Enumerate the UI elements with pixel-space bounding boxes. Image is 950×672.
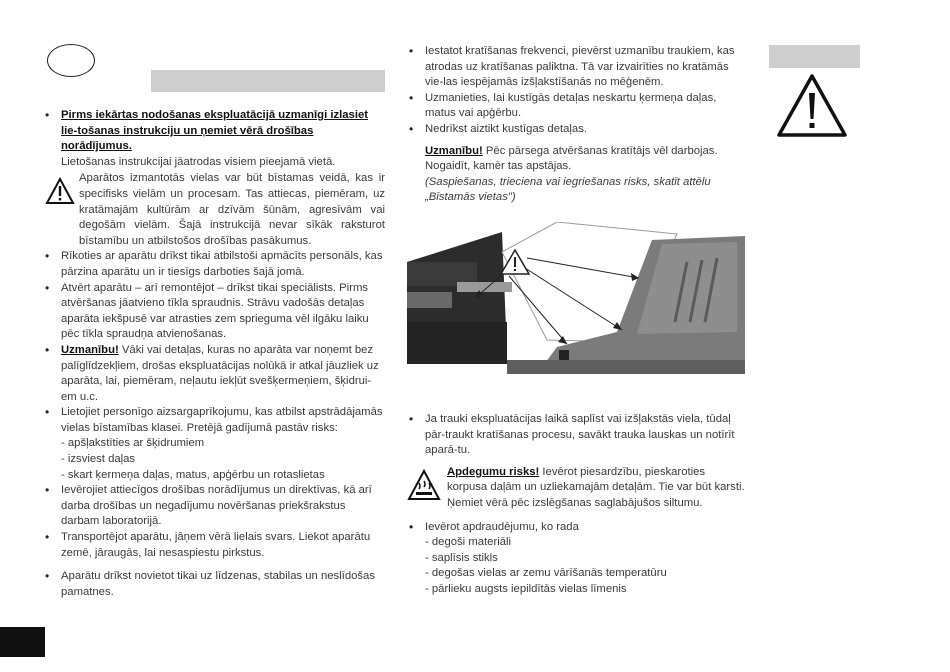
hazard-item: - degoši materiāli	[425, 536, 512, 549]
section-header-bar	[151, 70, 385, 92]
right-header-bar	[769, 45, 860, 68]
ppe-risk-item: - skart ķermeņa daļas, matus, apģērbu un rotaslietas	[61, 468, 325, 481]
ppe-risk-item: - izsviest daļas	[61, 453, 136, 466]
device-left-display	[407, 292, 452, 308]
warning-triangle-icon	[45, 177, 75, 205]
bullet-hazards	[407, 520, 747, 598]
caution-block	[407, 144, 747, 206]
burn-block	[407, 465, 747, 512]
caution-text: Pēc pārsega atvēršanas kratītājs vēl darbojas. Nogaidīt, kamēr tas apstājas.	[425, 144, 718, 173]
page-edge-tab	[0, 627, 45, 657]
device-base-plate	[507, 360, 745, 374]
bullet-trained-staff: • Rīkoties ar aparātu drīkst tikai atbilstoši apmācīts personāls, kas pārzina aparātu un ir tiesīgs darboties šajā jomā.	[43, 249, 385, 280]
bullet-ppe	[43, 405, 385, 483]
bullet-broken-vessels: • Ja trauki ekspluatācijas laikā saplīst vai izšļakstās viela, tūdaļ pār-traukt kratīšanas procesu, savākt trauka lauskas un notīrīt aparā-tu.	[407, 412, 747, 459]
hazard-intro: Ievērot apdraudējumu, ko rada	[425, 520, 579, 533]
language-badge-oval	[47, 44, 95, 77]
ppe-risk-item: - apšļakstīties ar šķidrumiem	[61, 437, 205, 450]
bullet-open-device: • Atvērt aparātu – arī remontējot – drīkst tikai speciālists. Pirms atvēršanas jāatvieno tīkla spraudnis. Strāvu vadošās detaļas aparāta iekšpusē var atrasties zem sprieguma vēl ilgāku laiku pēc tīkla spraudņa atvienošanas.	[43, 281, 385, 343]
warning-block	[43, 171, 385, 249]
danger-points-figure	[407, 222, 745, 376]
hazard-item: - degošas vielas ar zemu vārīšanās temperatūru	[425, 567, 667, 580]
middle-bottom-column	[407, 412, 747, 598]
burn-label: Apdegumu risks!	[447, 465, 540, 478]
hazard-item: - saplīsis stikls	[425, 551, 498, 564]
intro-bold-line-2: lie-tošanas instrukciju un ņemiet vērā drošības norādījumus.	[61, 124, 314, 153]
bullet-ppe-text: Lietojiet personīgo aizsargaprīkojumu, kas atbilst apstrādājamās vielas bīstamības klasei. Pretējā gadījumā pastāv risks:	[61, 406, 383, 434]
intro-bold-line-1: Pirms iekārtas nodošanas ekspluatācijā uzmanīgi izlasiet	[61, 109, 369, 121]
left-column	[43, 108, 385, 600]
caution-label: Uzmanību!	[425, 144, 483, 157]
intro-bullet	[43, 108, 385, 170]
bullet-regulations: • Ievērojiet attiecīgos drošības norādījumus un direktīvas, kā arī darba drošības un negadījumu novēršanas priekšrakstus darbam laboratorijā.	[43, 483, 385, 530]
bullet-covers-text: Vāki vai detaļas, kuras no aparāta var noņemt bez palīglīdzekļiem, drošas ekspluatācijas nolūkā ir atkal jāuzliek uz aparāta, lai, piemēram, neļautu iekļūt svešķermeņiem, šķidrui-em u.c.	[61, 343, 379, 403]
bullet-covers	[43, 343, 385, 405]
middle-top-column	[407, 44, 747, 206]
bullet-transport: • Transportējot aparātu, jāņem vērā lielais svars. Liekot aparātu zemē, jāraugās, lai nesaspiestu pirkstus.	[43, 530, 385, 561]
bullet-shaking-frequency: • Iestatot kratīšanas frekvenci, pievērst uzmanību traukiem, kas atrodas uz kratīšanas paliktna. Tā var izvairīties no kratāmās vie-las iespējamās izšļakstīšanās no mēģenēm.	[407, 44, 747, 91]
warning-paragraph: Aparātos izmantotās vielas var būt bīstamas veidā, kas ir specifisks vielām un procesam. Tas attiecas, piemēram, uz kratāmajām kultūrām ar dzīvām šūnām, agresīvām vai degošām vielām. Šajā instrukcijā nevar sīkāk raksturot bīstamību un atbilstošos drošības pasākumus.	[79, 172, 385, 247]
hazard-item: - pārlieku augsts iepildītās vielas līmenis	[425, 582, 627, 595]
burn-text: Ievērot piesardzību, pieskaroties korpusa daļām un uzliekamajām detaļām. Tie var būt karsti. Ņemiet vērā pēc izslēgšanas saglabājušos siltumu.	[447, 465, 745, 509]
bullet-surface: • Aparātu drīkst novietot tikai uz līdzenas, stabilas un neslīdošas pamatnes.	[43, 569, 385, 600]
hot-surface-icon	[407, 469, 441, 501]
large-warning-icon	[776, 73, 848, 139]
bullet-moving-parts: • Uzmanieties, lai kustīgās detaļas neskartu ķermeņa daļas, matus vai apģērbu.	[407, 91, 747, 122]
bullet-covers-label: Uzmanību!	[61, 343, 119, 356]
front-switch	[559, 350, 569, 360]
caution-note: (Saspiešanas, trieciena vai iegriešanas risks, skatīt attēlu „Bīstamās vietas")	[425, 175, 711, 204]
intro-text: Lietošanas instrukcijai jāatrodas visiem pieejamā vietā.	[61, 155, 336, 168]
device-left-base	[407, 322, 507, 364]
bullet-no-touch: • Nedrīkst aiztikt kustīgas detaļas.	[407, 122, 747, 138]
